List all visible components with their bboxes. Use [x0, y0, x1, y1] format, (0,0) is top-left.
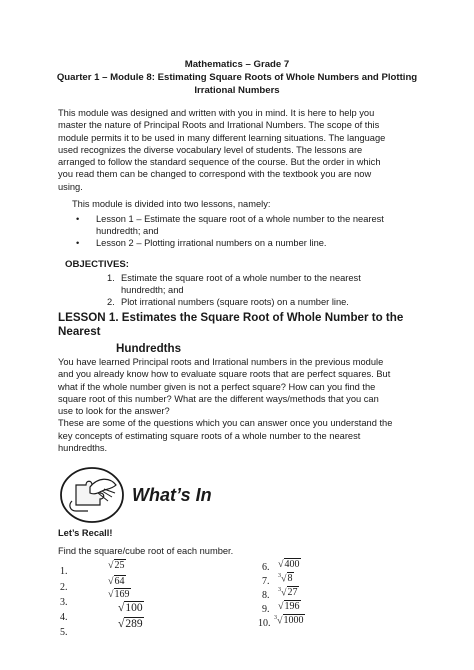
- item-number: 9.: [262, 604, 270, 615]
- recall-heading: Let’s Recall!: [58, 528, 113, 538]
- lesson-bullet: [76, 213, 426, 239]
- lesson-1-line1: Lesson 1 – Estimate the square root of a whole number to the nearest: [96, 214, 384, 224]
- intro-line: This module was designed and written with you in mind. It is here to help you: [58, 108, 375, 118]
- item-number: 2.: [60, 582, 68, 593]
- root-index: 3: [274, 615, 277, 621]
- item-number: 10.: [258, 618, 271, 629]
- square-root-expression: √196: [278, 601, 300, 612]
- objective-number: 2.: [107, 297, 115, 307]
- item-number: 8.: [262, 590, 270, 601]
- recall-instruction: Find the square/cube root of each number.: [58, 546, 234, 556]
- intro-line: used recognizes the diverse vocabulary level of students. The lessons are: [58, 144, 363, 155]
- item-number: 6.: [262, 562, 270, 573]
- lesson-body-line: These are some of the questions which you can answer once you understand the: [58, 418, 393, 429]
- item-number: 4.: [60, 612, 68, 623]
- intro-line: arranged to follow the standard sequence of the course. But the order in which: [58, 157, 381, 168]
- intro-line: master the nature of Principal Roots and Irrational Numbers. The scope of this: [58, 120, 380, 131]
- radicand: 289: [125, 618, 143, 630]
- cube-root-expression: $^3$√8: [278, 573, 293, 585]
- cube-root-expression: $^3$√27: [278, 587, 298, 599]
- intro-line: module permits it to be used in many different learning situations. The language: [58, 132, 386, 143]
- objectives-heading: OBJECTIVES:: [65, 259, 129, 270]
- item-number: 7.: [262, 576, 270, 587]
- lesson-body-line: and you already know how to evaluate square roots that are perfect squares. But: [58, 369, 391, 380]
- lesson-1-title-line2: Nearest: [58, 325, 101, 338]
- square-root-expression: √289: [118, 618, 143, 630]
- lesson-1-title-line1: LESSON 1. Estimates the Square Root of Whole Number to the: [58, 311, 404, 324]
- radicand: 8: [287, 573, 293, 585]
- lesson-body-line: key concepts of estimating square roots of a whole number to the nearest: [58, 430, 361, 441]
- lesson-bullet: [76, 237, 426, 250]
- item-number: 1.: [60, 566, 68, 577]
- square-root-expression: √169: [108, 589, 130, 600]
- lesson-1-title-line3: Hundredths: [116, 342, 182, 355]
- item-number: 5.: [60, 627, 68, 638]
- radicand: 25: [114, 560, 125, 571]
- objective-2-line1: Plot irrational numbers (square roots) on a number line.: [121, 297, 349, 307]
- root-index: 3: [278, 573, 281, 579]
- bullet-icon: •: [76, 214, 80, 224]
- lesson-body-line: square root of this number? What are the different ways/methods that you can: [58, 393, 379, 404]
- objective-1-line1: Estimate the square root of a whole number to the nearest: [121, 273, 361, 283]
- lesson-body-line: hundredths.: [58, 443, 108, 454]
- radicand: 1000: [283, 615, 304, 627]
- radicand: 196: [284, 601, 300, 612]
- radicand: 169: [114, 589, 130, 600]
- square-root-expression: √100: [118, 602, 143, 614]
- cube-root-expression: $^3$√1000: [274, 615, 304, 627]
- module-title-line1: Quarter 1 – Module 8: Estimating Square Roots of Whole Numbers and Plotting: [56, 72, 418, 83]
- lesson-body-line: what if the whole number given is not a perfect square? How can you find the: [58, 381, 376, 392]
- puzzle-hands-icon: [58, 465, 126, 525]
- radicand: 27: [287, 587, 298, 599]
- lesson-body-line: You have learned Principal roots and Irrational numbers in the previous module: [58, 357, 384, 367]
- module-title-line2: Irrational Numbers: [194, 85, 280, 96]
- square-root-expression: √64: [108, 576, 125, 587]
- objective-1-line2: hundredth; and: [121, 285, 184, 296]
- intro-line: using.: [58, 181, 83, 192]
- lesson-body-line: use to look for the answer?: [58, 406, 170, 417]
- radicand: 64: [114, 576, 125, 587]
- radicand: 400: [284, 559, 300, 570]
- square-root-expression: √25: [108, 560, 125, 571]
- bullet-icon: •: [76, 238, 80, 248]
- root-index: 3: [278, 587, 281, 593]
- intro-paragraph: [58, 107, 426, 193]
- intro-line: you read them can be changed to correspond with the textbook you are now: [58, 169, 372, 180]
- lesson-2-line1: Lesson 2 – Plotting irrational numbers on a number line.: [96, 238, 327, 248]
- lesson-1-line2: hundredth; and: [96, 226, 159, 237]
- item-number: 3.: [60, 597, 68, 608]
- division-lead: This module is divided into two lessons, namely:: [72, 199, 271, 209]
- objective-number: 1.: [107, 273, 115, 283]
- whats-in-title: What’s In: [132, 485, 212, 505]
- radicand: 100: [125, 602, 143, 614]
- lesson-1-body: [58, 356, 426, 454]
- subject-title: Mathematics – Grade 7: [184, 59, 290, 70]
- objective-item: [107, 272, 427, 298]
- square-root-expression: √400: [278, 559, 300, 570]
- objective-item: [107, 296, 427, 309]
